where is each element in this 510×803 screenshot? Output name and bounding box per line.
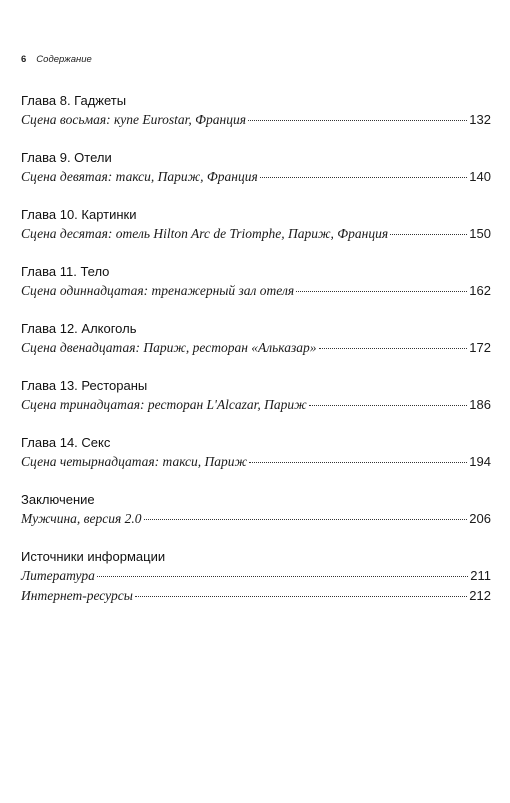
toc-entry [21,167,491,187]
toc-chapter [21,377,491,415]
entry-title: Сцена четырнадцатая: такси, Париж [21,454,248,469]
entry-page-number: 212 [469,588,491,603]
entry-title: Сцена двенадцатая: Париж, ресторан «Альказар» [21,340,317,355]
toc-entry [21,338,491,358]
running-title: Содержание [36,54,92,65]
dot-leader [144,519,468,520]
toc-chapter [21,434,491,472]
toc-chapter [21,263,491,301]
toc-entry [21,224,491,244]
entry-page-number: 132 [469,112,491,127]
toc-entry [21,110,491,130]
page-number: 6 [21,54,27,65]
chapter-title: Глава 9. Отели [21,150,112,165]
chapter-title: Глава 13. Рестораны [21,378,148,393]
dot-leader [97,576,468,577]
toc-entry [21,395,491,415]
chapter-title: Глава 14. Секс [21,435,111,450]
chapter-title: Источники информации [21,549,166,564]
toc-chapter [21,491,491,529]
entry-title: Сцена девятая: такси, Париж, Франция [21,169,258,184]
entry-page-number: 206 [469,511,491,526]
entry-title: Интернет-ресурсы [21,588,133,603]
running-header [21,54,92,65]
chapter-title: Глава 12. Алкоголь [21,321,137,336]
toc-chapter [21,548,491,606]
chapter-title: Заключение [21,492,95,507]
entry-title: Мужчина, версия 2.0 [21,511,142,526]
chapter-title: Глава 10. Картинки [21,207,137,222]
entry-title: Сцена восьмая: купе Eurostar, Франция [21,112,246,127]
dot-leader [135,596,467,597]
toc-chapter [21,92,491,130]
toc-entry [21,586,491,606]
dot-leader [319,348,468,349]
dot-leader [249,462,467,463]
entry-title: Сцена одиннадцатая: тренажерный зал отеля [21,283,295,298]
entry-page-number: 150 [469,226,491,241]
entry-title: Сцена тринадцатая: ресторан L'Alcazar, Париж [21,397,307,412]
entry-title: Литература [21,568,95,583]
entry-page-number: 186 [469,397,491,412]
entry-page-number: 172 [469,340,491,355]
toc-entry [21,452,491,472]
toc-chapter [21,320,491,358]
dot-leader [260,177,468,178]
table-of-contents [21,92,491,625]
dot-leader [296,291,467,292]
toc-chapter [21,206,491,244]
dot-leader [390,234,467,235]
entry-page-number: 162 [469,283,491,298]
entry-page-number: 211 [470,568,491,583]
toc-entry [21,566,491,586]
entry-page-number: 140 [469,169,491,184]
toc-entry [21,509,491,529]
dot-leader [248,120,467,121]
chapter-title: Глава 11. Тело [21,264,110,279]
toc-entry [21,281,491,301]
chapter-title: Глава 8. Гаджеты [21,93,127,108]
toc-chapter [21,149,491,187]
entry-page-number: 194 [469,454,491,469]
entry-title: Сцена десятая: отель Hilton Arc de Triomphe, Париж, Франция [21,226,389,241]
dot-leader [309,405,468,406]
